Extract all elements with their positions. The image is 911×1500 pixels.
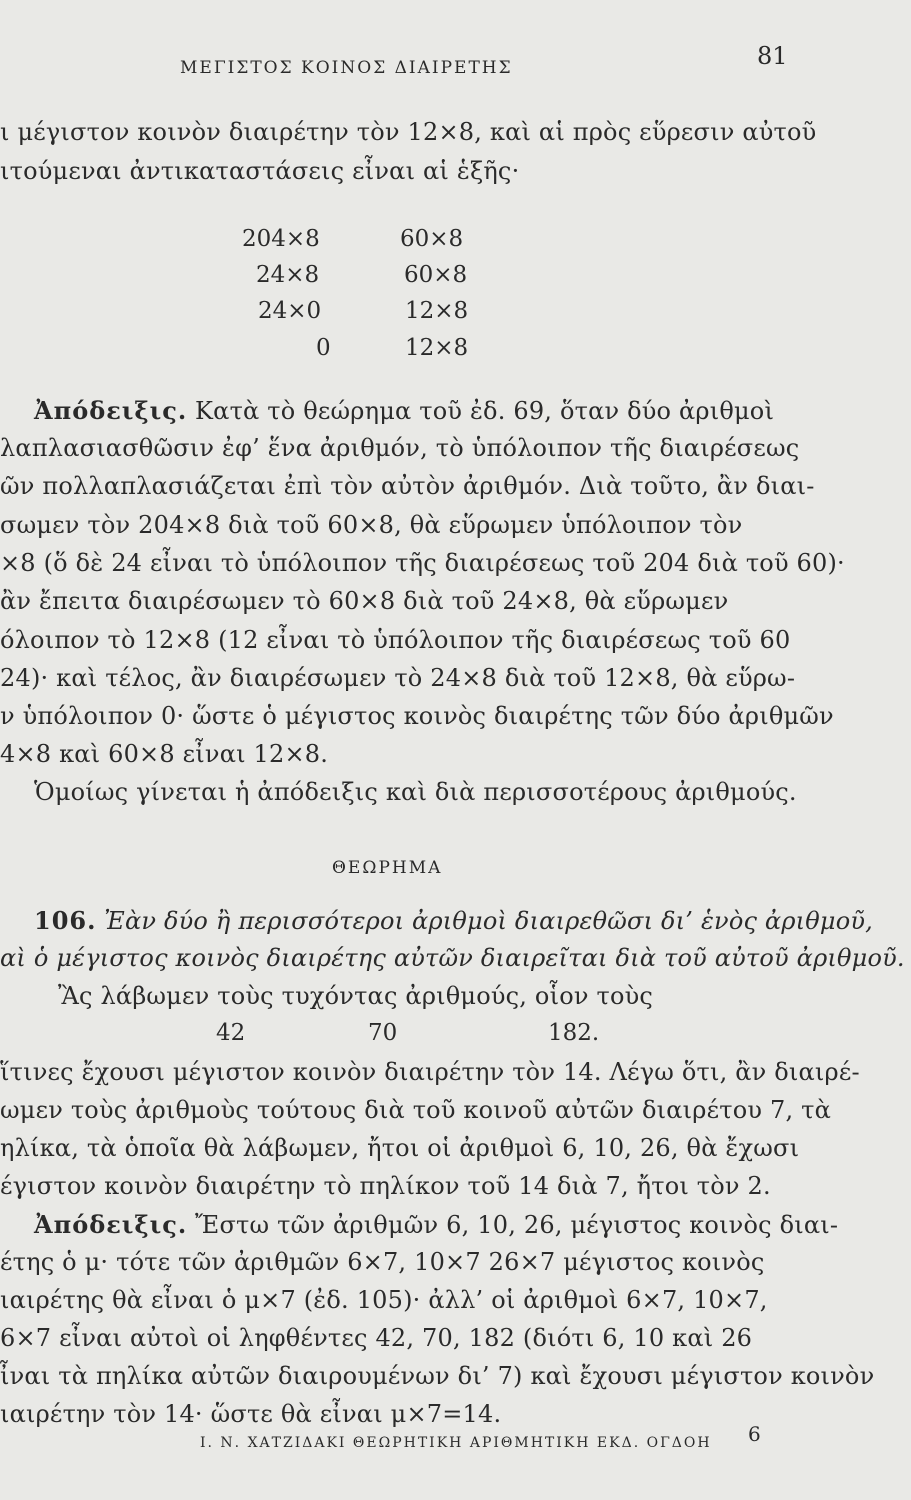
proof2-text: Ἔστω τῶν ἀριθμῶν 6, 10, 26, μέγιστος κοινὸς διαι- bbox=[195, 1211, 839, 1239]
proof-line: σωμεν τὸν 204×8 διὰ τοῦ 60×8, θὰ εὕρωμεν ὑπόλοιπον τὸν bbox=[0, 511, 743, 539]
page-number: 81 bbox=[757, 42, 788, 70]
proof2-lead: Ἀπόδειξις. bbox=[34, 1210, 188, 1239]
step-right: 12×8 bbox=[405, 335, 469, 361]
step-right: 60×8 bbox=[404, 262, 468, 288]
proof-text: Κατὰ τὸ θεώρημα τοῦ ἐδ. 69, ὅταν δύο ἀριθμοὶ bbox=[195, 397, 775, 425]
proof-line: ῶν πολλαπλασιάζεται ἐπὶ τὸν αὐτὸν ἀριθμόν. Διὰ τοῦτο, ἂν διαι- bbox=[0, 472, 815, 500]
step-left: 0 bbox=[316, 335, 331, 361]
proof2-line: ἶναι τὰ πηλίκα αὐτῶν διαιρουμένων δι’ 7) καὶ ἔχουσι μέγιστον κοινὸν bbox=[0, 1362, 875, 1390]
running-title: ΜΕΓΙΣΤΟΣ ΚΟΙΝΟΣ ΔΙΑΙΡΕΤΗΣ bbox=[180, 58, 513, 78]
proof2-line: ιαιρέτης θὰ εἶναι ὁ μ×7 (ἐδ. 105)· ἀλλ’ οἱ ἀριθμοὶ 6×7, 10×7, bbox=[0, 1286, 768, 1314]
proof-line: 24)· καὶ τέλος, ἂν διαιρέσωμεν τὸ 24×8 διὰ τοῦ 12×8, θὰ εὕρω- bbox=[0, 664, 796, 692]
example-intro: Ἂς λάβωμεν τοὺς τυχόντας ἀριθμούς, οἷον τοὺς bbox=[58, 982, 654, 1010]
proof2-line: ιαιρέτην τὸν 14· ὥστε θὰ εἶναι μ×7=14. bbox=[0, 1400, 502, 1428]
example-line: ηλίκα, τὰ ὁποῖα θὰ λάβωμεν, ἤτοι οἱ ἀριθμοὶ 6, 10, 26, θὰ ἔχωσι bbox=[0, 1134, 800, 1162]
step-left: 24×0 bbox=[258, 298, 322, 324]
example-number: 70 bbox=[368, 1020, 398, 1046]
example-line: ἵτινες ἔχουσι μέγιστον κοινὸν διαιρέτην τὸν 14. Λέγω ὅτι, ἂν διαιρέ- bbox=[0, 1058, 860, 1086]
intro-line: ι μέγιστον κοινὸν διαιρέτην τὸν 12×8, καὶ αἱ πρὸς εὕρεσιν αὐτοῦ bbox=[0, 118, 817, 146]
footer-publisher: Ι. Ν. ΧΑΤΖΙΔΑΚΙ ΘΕΩΡΗΤΙΚΗ ΑΡΙΘΜΗΤΙΚΗ ΕΚΔ. ΟΓΔΟΗ bbox=[200, 1435, 712, 1451]
step-left: 204×8 bbox=[242, 226, 320, 252]
section-heading: ΘΕΩΡΗΜΑ bbox=[332, 858, 443, 878]
step-right: 12×8 bbox=[405, 298, 469, 324]
proof-lead: Ἀπόδειξις. bbox=[34, 396, 188, 425]
theorem-number: 106. bbox=[34, 906, 97, 935]
proof-line: ν ὑπόλοιπον 0· ὥστε ὁ μέγιστος κοινὸς διαιρέτης τῶν δύο ἀριθμῶν bbox=[0, 702, 834, 730]
proof-line: ×8 (ὅ δὲ 24 εἶναι τὸ ὑπόλοιπον τῆς διαιρέσεως τοῦ 204 διὰ τοῦ 60)· bbox=[0, 549, 845, 577]
proof-line: 4×8 καὶ 60×8 εἶναι 12×8. bbox=[0, 740, 329, 768]
proof2-first-line bbox=[34, 1210, 838, 1239]
theorem-text: Ἐὰν δύο ἢ περισσότεροι ἀριθμοὶ διαιρεθῶσι δι’ ἑνὸς ἀριθμοῦ, bbox=[104, 907, 873, 935]
intro-line: ιτούμεναι ἀντικαταστάσεις εἶναι αἱ ἑξῆς· bbox=[0, 157, 520, 185]
proof2-line: 6×7 εἶναι αὐτοὶ οἱ ληφθέντες 42, 70, 182 (διότι 6, 10 καὶ 26 bbox=[0, 1324, 753, 1352]
example-number: 182. bbox=[548, 1020, 600, 1046]
proof-line: όλοιπον τὸ 12×8 (12 εἶναι τὸ ὑπόλοιπον τῆς διαιρέσεως τοῦ 60 bbox=[0, 626, 791, 654]
example-number: 42 bbox=[216, 1020, 246, 1046]
example-line: ωμεν τοὺς ἀριθμοὺς τούτους διὰ τοῦ κοινοῦ αὐτῶν διαιρέτου 7, τὰ bbox=[0, 1096, 831, 1124]
signature-mark: 6 bbox=[748, 1422, 761, 1446]
proof-line: ἂν ἔπειτα διαιρέσωμεν τὸ 60×8 διὰ τοῦ 24×8, θὰ εὕρωμεν bbox=[0, 587, 729, 615]
proof2-line: έτης ὁ μ· τότε τῶν ἀριθμῶν 6×7, 10×7 26×7 μέγιστος κοινὸς bbox=[0, 1248, 765, 1276]
example-line: έγιστον κοινὸν διαιρέτην τὸ πηλίκον τοῦ 14 διὰ 7, ἤτοι τὸν 2. bbox=[0, 1172, 771, 1200]
theorem-first-line bbox=[34, 906, 873, 935]
theorem-line: αὶ ὁ μέγιστος κοινὸς διαιρέτης αὐτῶν διαιρεῖται διὰ τοῦ αὐτοῦ ἀριθμοῦ. bbox=[0, 944, 905, 972]
step-right: 60×8 bbox=[400, 226, 464, 252]
proof-line: Ὁμοίως γίνεται ἡ ἀπόδειξις καὶ διὰ περισσοτέρους ἀριθμούς. bbox=[34, 778, 797, 806]
proof-line: λαπλασιασθῶσιν ἐφ’ ἕνα ἀριθμόν, τὸ ὑπόλοιπον τῆς διαιρέσεως bbox=[0, 434, 800, 462]
proof-first-line bbox=[34, 396, 774, 425]
step-left: 24×8 bbox=[256, 262, 320, 288]
